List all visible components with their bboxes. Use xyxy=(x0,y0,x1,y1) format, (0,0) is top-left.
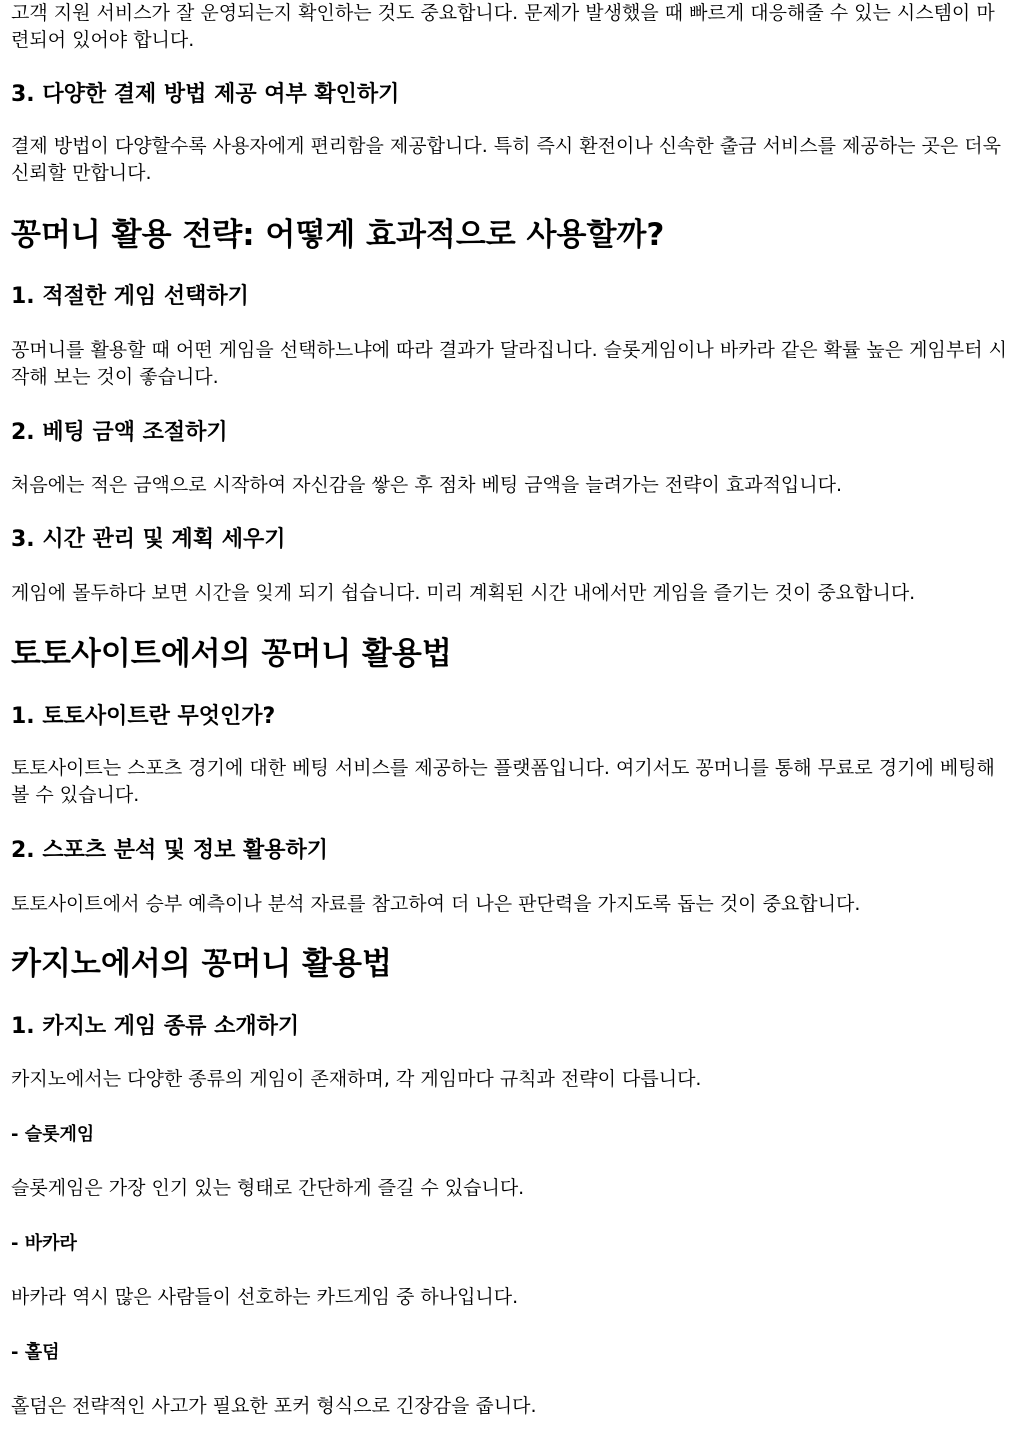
sports-analysis-paragraph: 토토사이트에서 승부 예측이나 분석 자료를 참고하여 더 나은 판단력을 가지도록 돕는 것이 중요합니다. xyxy=(11,893,861,915)
baccarat-subheading: - 바카라 xyxy=(11,1233,77,1254)
payment-methods-paragraph: 결제 방법이 다양할수록 사용자에게 편리함을 제공합니다. 특히 즉시 환전이나 신속한 출금 서비스를 제공하는 곳은 더욱 신뢰할 만합니다. xyxy=(11,135,1001,184)
toto-definition-heading: 1. 토토사이트란 무엇인가? xyxy=(11,704,276,729)
toto-section-title: 토토사이트에서의 꽁머니 활용법 xyxy=(11,636,452,672)
slot-game-paragraph: 슬롯게임은 가장 인기 있는 형태로 간단하게 즐길 수 있습니다. xyxy=(11,1177,525,1199)
casino-games-heading: 1. 카지노 게임 종류 소개하기 xyxy=(11,1014,300,1039)
holdem-subheading: - 홀덤 xyxy=(11,1342,60,1363)
game-choice-heading: 1. 적절한 게임 선택하기 xyxy=(11,284,249,309)
bet-amount-heading: 2. 베팅 금액 조절하기 xyxy=(11,420,228,445)
bet-amount-paragraph: 처음에는 적은 금액으로 시작하여 자신감을 쌓은 후 점차 베팅 금액을 늘려가는 전략이 효과적입니다. xyxy=(11,474,843,496)
time-management-heading: 3. 시간 관리 및 계획 세우기 xyxy=(11,527,286,552)
slot-game-subheading: - 슬롯게임 xyxy=(11,1124,95,1145)
time-management-paragraph: 게임에 몰두하다 보면 시간을 잊게 되기 쉽습니다. 미리 계획된 시간 내에서만 게임을 즐기는 것이 중요합니다. xyxy=(11,582,916,604)
toto-definition-paragraph: 토토사이트는 스포츠 경기에 대한 베팅 서비스를 제공하는 플랫폼입니다. 여기서도 꽁머니를 통해 무료로 경기에 베팅해 볼 수 있습니다. xyxy=(11,757,995,806)
holdem-paragraph: 홀덤은 전략적인 사고가 필요한 포커 형식으로 긴장감을 줍니다. xyxy=(11,1395,537,1417)
intro-paragraph: 고객 지원 서비스가 잘 운영되는지 확인하는 것도 중요합니다. 문제가 발생했을 때 빠르게 대응해줄 수 있는 시스템이 마련되어 있어야 합니다. xyxy=(11,2,995,51)
casino-games-paragraph: 카지노에서는 다양한 종류의 게임이 존재하며, 각 게임마다 규칙과 전략이 다릅니다. xyxy=(11,1068,702,1090)
game-choice-paragraph: 꽁머니를 활용할 때 어떤 게임을 선택하느냐에 따라 결과가 달라집니다. 슬롯게임이나 바카라 같은 확률 높은 게임부터 시작해 보는 것이 좋습니다. xyxy=(11,339,1007,388)
payment-methods-heading: 3. 다양한 결제 방법 제공 여부 확인하기 xyxy=(11,82,400,107)
baccarat-paragraph: 바카라 역시 많은 사람들이 선호하는 카드게임 중 하나입니다. xyxy=(11,1286,519,1308)
casino-section-title: 카지노에서의 꽁머니 활용법 xyxy=(11,946,392,982)
strategy-section-title: 꽁머니 활용 전략: 어떻게 효과적으로 사용할까? xyxy=(11,217,665,253)
sports-analysis-heading: 2. 스포츠 분석 및 정보 활용하기 xyxy=(11,838,328,863)
